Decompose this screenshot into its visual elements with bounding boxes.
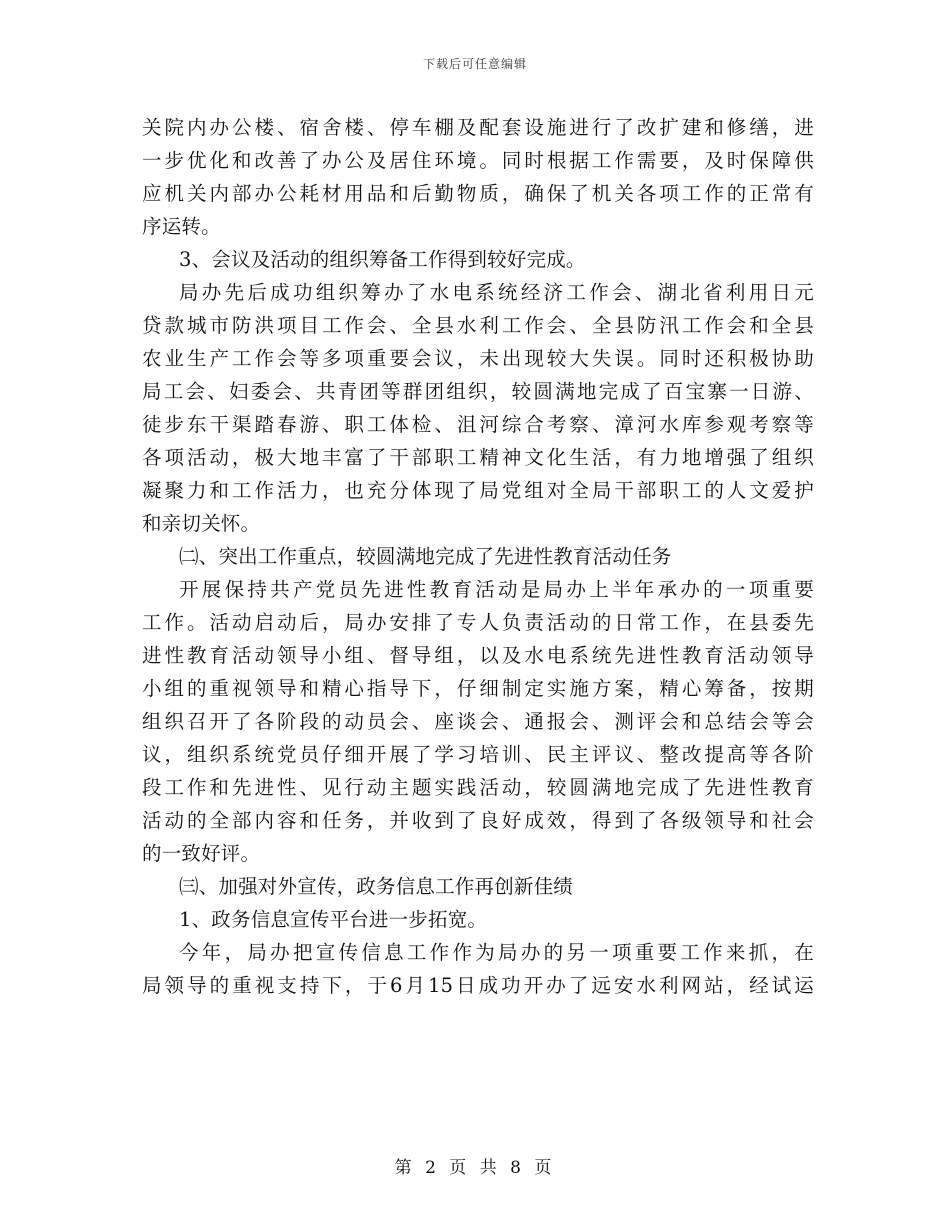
text-line: 序运转。 xyxy=(142,215,221,238)
text-line: 局办先后成功组织筹办了水电系统经济工作会、湖北省利用日元 xyxy=(179,281,814,304)
text-line: 凝聚力和工作活力，也充分体现了局党组对全局干部职工的人文爱护 xyxy=(142,479,814,502)
document-body xyxy=(142,111,814,1002)
text-line: 议，组织系统党员仔细开展了学习培训、民主评议、整改提高等各阶 xyxy=(142,743,814,766)
text-line: 段工作和先进性、见行动主题实践活动，较圆满地完成了先进性教育 xyxy=(142,776,814,799)
text-line: 3、会议及活动的组织筹备工作得到较好完成。 xyxy=(179,248,586,271)
text-line: 关院内办公楼、宿舍楼、停车棚及配套设施进行了改扩建和修缮，进 xyxy=(142,116,814,139)
page-footer: 第 2 页 共 8 页 xyxy=(394,1158,556,1178)
text-line: 活动的全部内容和任务，并收到了良好成效，得到了各级领导和社会 xyxy=(142,809,814,832)
text-line: 1、政务信息宣传平台进一步拓宽。 xyxy=(179,908,488,931)
text-line: ㈡、突出工作重点，较圆满地完成了先进性教育活动任务 xyxy=(179,545,672,568)
text-line: 一步优化和改善了办公及居住环境。同时根据工作需要，及时保障供 xyxy=(142,149,814,172)
text-line: 各项活动，极大地丰富了干部职工精神文化生活，有力地增强了组织 xyxy=(142,446,814,469)
text-line: 开展保持共产党员先进性教育活动是局办上半年承办的一项重要 xyxy=(179,578,814,601)
text-line: ㈢、加强对外宣传，政务信息工作再创新佳绩 xyxy=(179,875,574,898)
text-line: 进性教育活动领导小组、督导组，以及水电系统先进性教育活动领导 xyxy=(142,644,814,667)
text-line: 和亲切关怀。 xyxy=(142,512,261,535)
text-line: 农业生产工作会等多项重要会议，未出现较大失误。同时还积极协助 xyxy=(142,347,814,370)
text-line: 工作。活动启动后，局办安排了专人负责活动的日常工作，在县委先 xyxy=(142,611,814,634)
text-line: 组织召开了各阶段的动员会、座谈会、通报会、测评会和总结会等会 xyxy=(142,710,814,733)
text-line: 局领导的重视支持下，于6月15日成功开办了远安水利网站，经试运 xyxy=(142,974,814,997)
text-line: 贷款城市防洪项目工作会、全县水利工作会、全县防汛工作会和全县 xyxy=(142,314,814,337)
text-line: 应机关内部办公耗材用品和后勤物质，确保了机关各项工作的正常有 xyxy=(142,182,814,205)
page-header: 下载后可任意编辑 xyxy=(422,57,527,71)
text-line: 徒步东干渠踏春游、职工体检、沮河综合考察、漳河水库参观考察等 xyxy=(142,413,814,436)
text-line: 的一致好评。 xyxy=(142,842,261,865)
text-line: 小组的重视领导和精心指导下，仔细制定实施方案，精心筹备，按期 xyxy=(142,677,814,700)
text-line: 局工会、妇委会、共青团等群团组织，较圆满地完成了百宝寨一日游、 xyxy=(142,380,814,403)
text-line: 今年，局办把宣传信息工作作为局办的另一项重要工作来抓，在 xyxy=(179,941,814,964)
